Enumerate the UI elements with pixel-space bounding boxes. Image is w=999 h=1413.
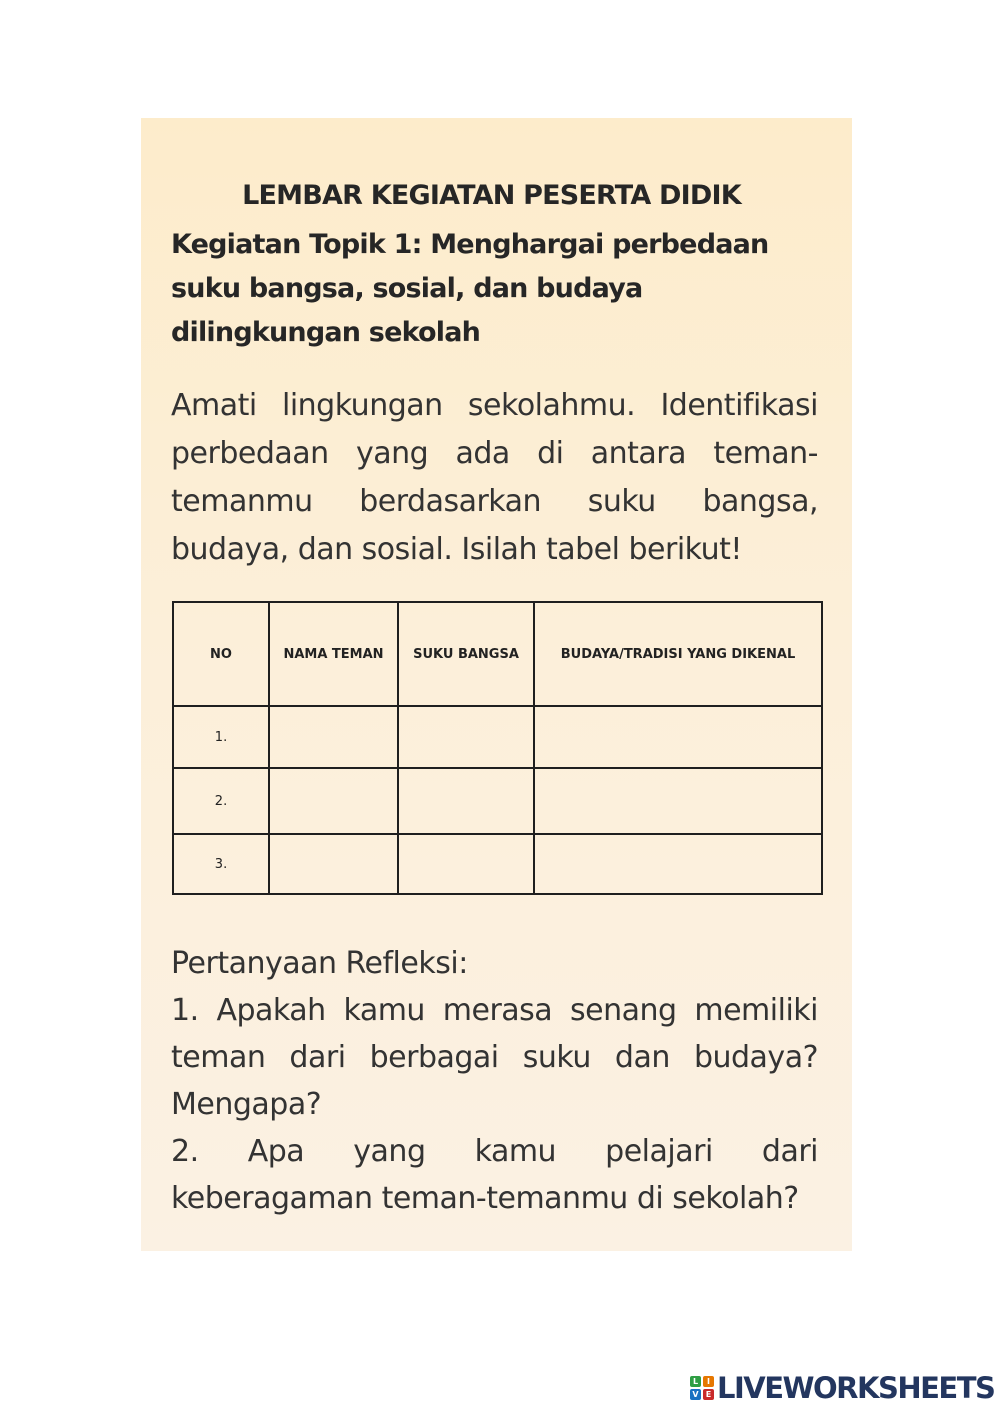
liveworksheets-brand[interactable] — [690, 1373, 994, 1403]
liveworksheets-logo-icon — [690, 1376, 714, 1400]
logo-letter: I — [703, 1376, 714, 1387]
header-no: NO — [173, 602, 269, 706]
reflection-section — [171, 940, 818, 1222]
activity-subtitle: Kegiatan Topik 1: Menghargai perbedaan suku bangsa, sosial, dan budaya dilingkungan sekolah — [171, 229, 769, 348]
reflection-question-1: 1. Apakah kamu merasa senang memiliki teman dari berbagai suku dan budaya? Mengapa? — [171, 993, 818, 1122]
reflection-heading: Pertanyaan Refleksi: — [171, 946, 468, 981]
nama-teman-cell[interactable] — [269, 706, 398, 768]
page-title: LEMBAR KEGIATAN PESERTA DIDIK — [242, 180, 741, 211]
row-number: 3. — [173, 834, 269, 894]
budaya-tradisi-cell[interactable] — [534, 768, 822, 834]
suku-bangsa-cell[interactable] — [398, 768, 534, 834]
table-row — [173, 834, 822, 894]
brand-name: LIVEWORKSHEETS — [717, 1371, 995, 1405]
header-budaya-tradisi: BUDAYA/TRADISI YANG DIKENAL — [534, 602, 822, 706]
budaya-tradisi-cell[interactable] — [534, 706, 822, 768]
table-header-row — [173, 602, 822, 706]
identification-table — [172, 601, 823, 895]
suku-bangsa-cell[interactable] — [398, 706, 534, 768]
row-number: 2. — [173, 768, 269, 834]
nama-teman-cell[interactable] — [269, 834, 398, 894]
logo-letter: L — [690, 1376, 701, 1387]
suku-bangsa-cell[interactable] — [398, 834, 534, 894]
budaya-tradisi-cell[interactable] — [534, 834, 822, 894]
header-suku-bangsa: SUKU BANGSA — [398, 602, 534, 706]
logo-letter: V — [690, 1389, 701, 1400]
logo-letter: E — [703, 1389, 714, 1400]
table-row — [173, 706, 822, 768]
table-row — [173, 768, 822, 834]
nama-teman-cell[interactable] — [269, 768, 398, 834]
instruction-text: Amati lingkungan sekolahmu. Identifikasi perbedaan yang ada di antara teman-temanmu berdasarkan suku bangsa, budaya, dan sosial. Isilah tabel berikut! — [171, 388, 818, 567]
row-number: 1. — [173, 706, 269, 768]
header-nama-teman: NAMA TEMAN — [269, 602, 398, 706]
reflection-question-2: 2. Apa yang kamu pelajari dari keberagaman teman-temanmu di sekolah? — [171, 1134, 818, 1216]
